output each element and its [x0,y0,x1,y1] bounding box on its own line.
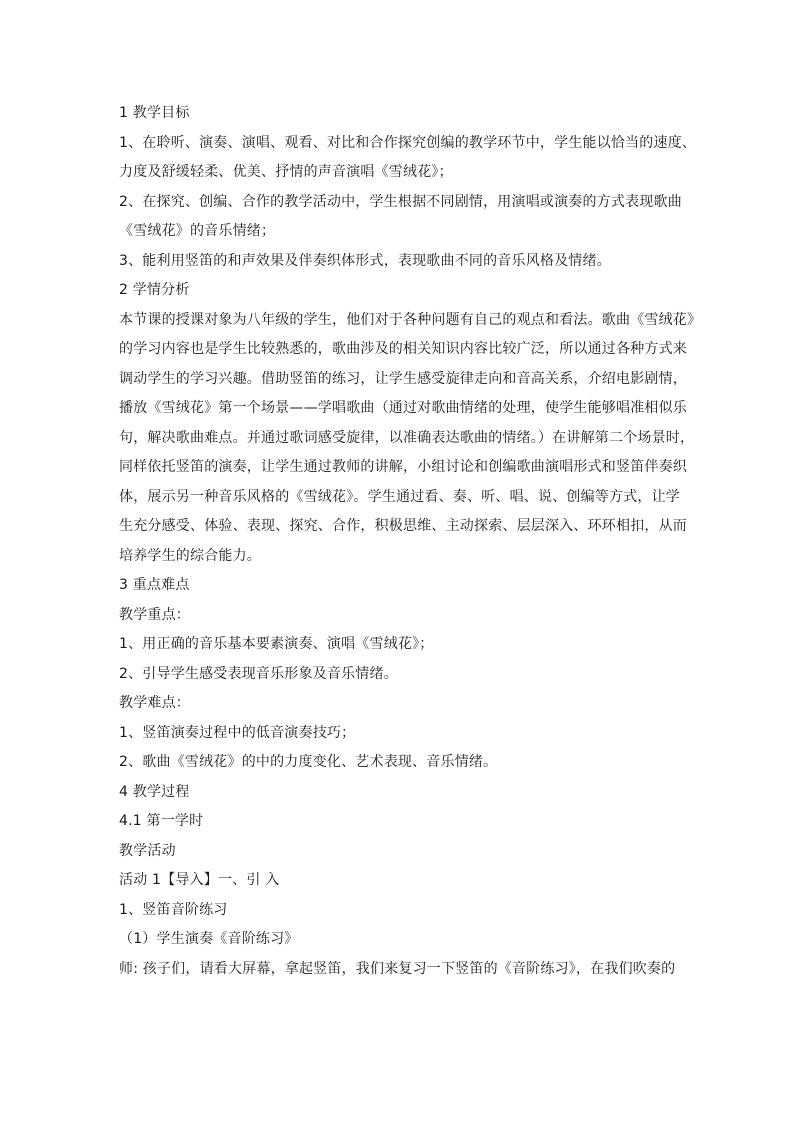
paragraph-line: 培养学生的综合能力。 [119,547,261,564]
paragraph-line: 生充分感受、体验、表现、探究、合作，积极思维、主动探索、层层深入、环环相扣，从而 [119,518,687,534]
document-body [119,99,702,984]
subheading-teaching-activities: 教学活动 [119,842,176,859]
paragraph-line: 《雪绒花》的音乐情绪； [119,223,276,239]
paragraph-line: （1）学生演奏《音阶练习》 [119,931,299,947]
subheading-key-points: 教学重点： [119,606,190,623]
section-heading-student-analysis: 2 学情分析 [119,282,190,298]
activity-heading: 活动 1【导入】一、引 入 [119,872,280,888]
paragraph-line: 1、竖笛演奏过程中的低音演奏技巧； [119,724,356,741]
paragraph-line: 2、引导学生感受表现音乐形象及音乐情绪。 [119,665,398,682]
paragraph-line: 调动学生的学习兴趣。借助竖笛的练习，让学生感受旋律走向和音高关系，介绍电影剧情， [119,370,687,387]
section-heading-key-points: 3 重点难点 [119,577,190,593]
section-heading-teaching-process: 4 教学过程 [119,783,190,800]
paragraph-line: 1、用正确的音乐基本要素演奏、演唱《雪绒花》； [119,636,434,652]
paragraph-line: 体，展示另一种音乐风格的《雪绒花》。学生通过看、奏、听、唱、说、创编等方式，让学 [119,488,680,505]
paragraph-line: 1、竖笛音阶练习 [119,901,228,918]
paragraph-line: 同样依托竖笛的演奏，让学生通过教师的讲解，小组讨论和创编歌曲演唱形式和竖笛伴奏织 [119,459,687,475]
paragraph-line: 本节课的授课对象为八年级的学生，他们对于各种问题有自己的观点和看法。歌曲《雪绒花》 [119,311,702,328]
section-heading-teaching-goals: 1 教学目标 [119,105,190,121]
paragraph-line: 3、能利用竖笛的和声效果及伴奏织体形式，表现歌曲不同的音乐风格及情绪。 [119,252,611,269]
paragraph-line: 播放《雪绒花》第一个场景——学唱歌曲（通过对歌曲情绪的处理，使学生能够唱准相似乐 [119,400,687,416]
paragraph-line: 师: 孩子们，请看大屏幕，拿起竖笛，我们来复习一下竖笛的《音阶练习》，在我们吹奏的 [119,960,676,977]
paragraph-line: 2、歌曲《雪绒花》的中的力度变化、艺术表现、音乐情绪。 [119,754,498,770]
paragraph-line: 句，解决歌曲难点。并通过歌词感受旋律，以准确表达歌曲的情绪。）在讲解第二个场景时， [119,429,695,446]
paragraph-line: 1、在聆听、演奏、演唱、观看、对比和合作探究创编的教学环节中，学生能以恰当的速度、 [119,134,697,151]
subheading-first-lesson: 4.1 第一学时 [119,813,204,829]
subheading-difficulties: 教学难点： [119,695,190,711]
paragraph-line: 2、在探究、创编、合作的教学活动中，学生根据不同剧情，用演唱或演奏的方式表现歌曲 [119,193,682,210]
paragraph-line: 力度及舒缓轻柔、优美、抒情的声音演唱《雪绒花》； [119,164,453,180]
paragraph-line: 的学习内容也是学生比较熟悉的，歌曲涉及的相关知识内容比较广泛，所以通过各种方式来 [119,341,687,357]
